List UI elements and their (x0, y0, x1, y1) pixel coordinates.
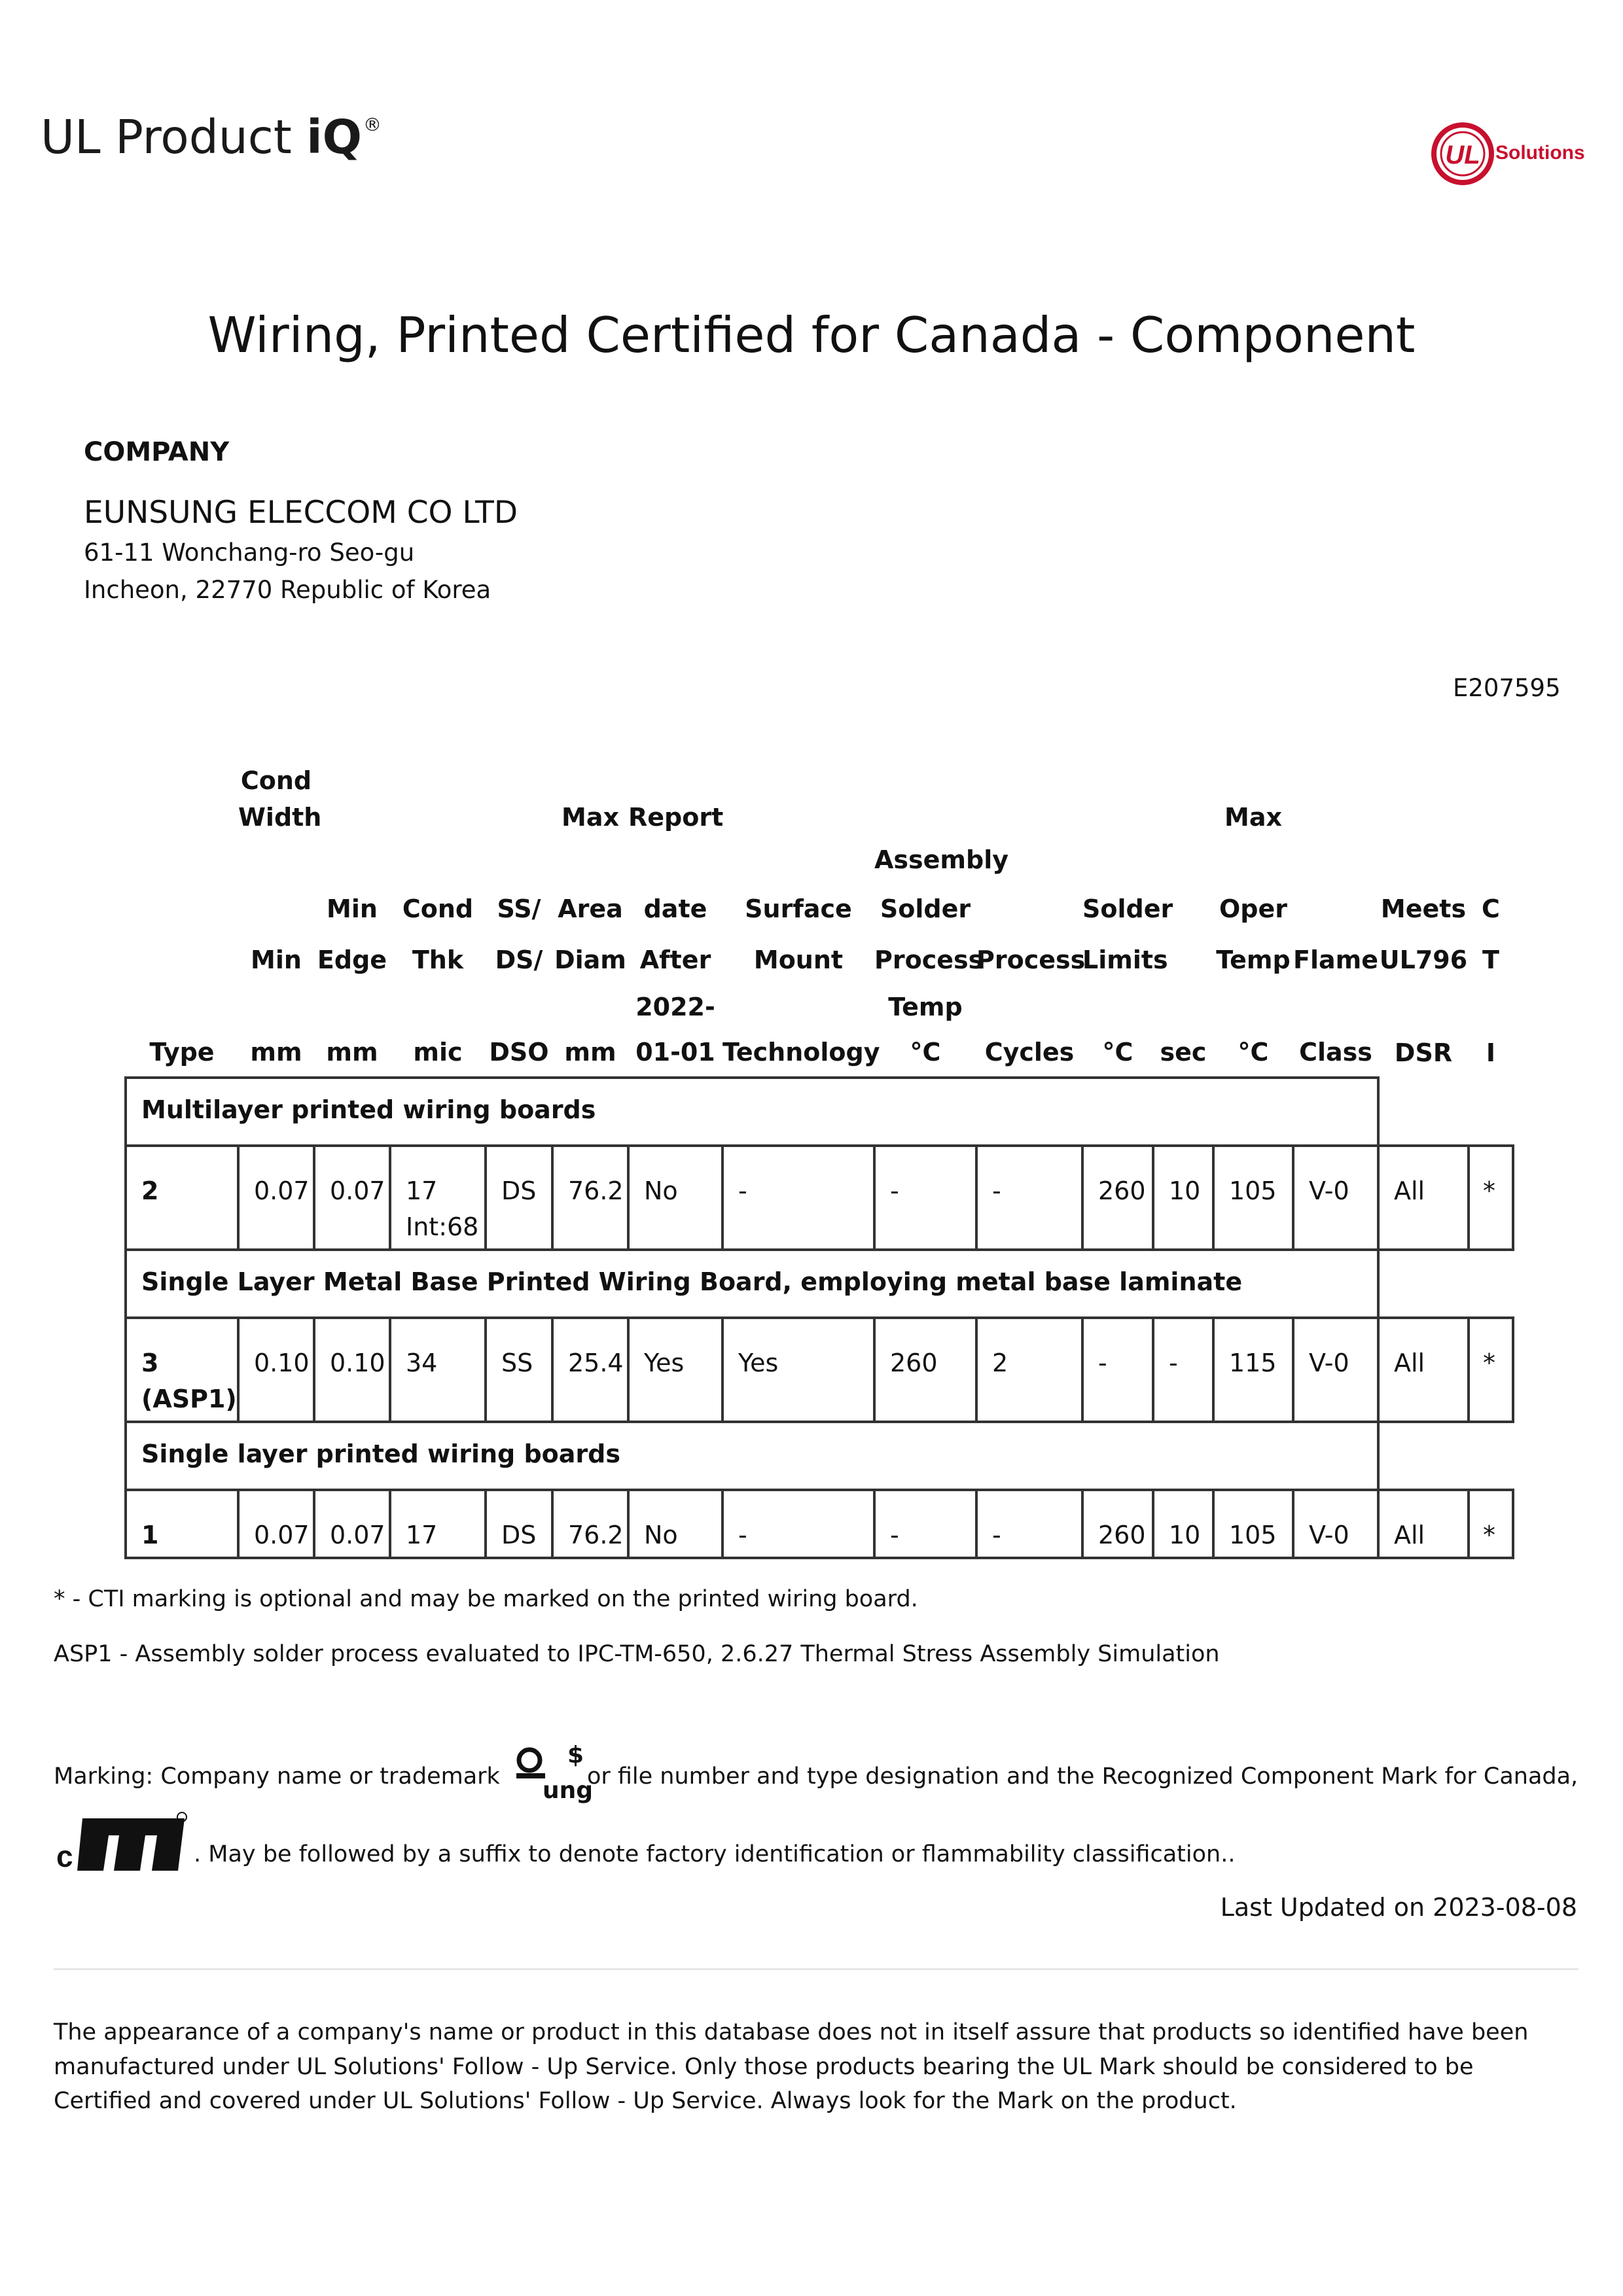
cell-min-mm (238, 1146, 314, 1250)
column-header-cell: DSR (1394, 1038, 1453, 1067)
table-row (126, 1318, 1513, 1422)
cell-value: V-0 (1309, 1349, 1349, 1377)
disclaimer: The appearance of a company's name or product in this database does not in itself assure that products so identified have been manufactured under UL Solutions' Follow - Up Service. Only those products bearing the UL Mark should be considered to be Certified and covered under UL Solutions' Follow - Up Service. Always look for the Mark on the product. (54, 2019, 1529, 2114)
column-header-cell (314, 986, 390, 1028)
column-header-cell: C (1482, 894, 1500, 923)
cell-value: 76.2 (568, 1521, 624, 1549)
column-header-cell: Surface (745, 894, 852, 923)
column-header-cell: Type (149, 1038, 215, 1067)
column-header-cell (126, 836, 238, 884)
cell-value: 10 (1169, 1521, 1201, 1549)
group-title: Multilayer printed wiring boards (126, 1078, 1378, 1146)
column-header-cell (486, 762, 552, 799)
column-header-cell (1082, 836, 1153, 884)
cell-asm-cycles (976, 1490, 1082, 1558)
column-header-cell (874, 799, 976, 836)
column-header-cell (552, 762, 628, 799)
group-row (126, 1078, 1513, 1146)
cell-asm-temp (874, 1318, 976, 1422)
column-header-cell (976, 799, 1082, 836)
cell-oper-temp (1213, 1146, 1293, 1250)
cell-min-edge-mm (314, 1146, 390, 1250)
column-header-cell (238, 986, 314, 1028)
cell-value: 0.07 (254, 1521, 310, 1549)
column-header-cell: Meets (1380, 894, 1467, 923)
table-body (126, 1078, 1513, 1558)
marking-line-1 (54, 1743, 1578, 1809)
column-header-cell (722, 799, 874, 836)
brand-suffix: iQ (306, 110, 362, 164)
column-header-cell (1378, 986, 1469, 1028)
cell-value: 0.07 (330, 1176, 385, 1205)
column-header-cell: Thk (412, 945, 464, 974)
page-title: Wiring, Printed Certified for Canada - Component (207, 306, 1416, 364)
marking-line-2 (54, 1809, 1235, 1875)
cell-value: * (1483, 1176, 1495, 1205)
column-header-cell (1378, 836, 1469, 884)
cell-smt (722, 1318, 874, 1422)
header-row (126, 799, 1513, 836)
company-address-line-2: Incheon, 22770 Republic of Korea (84, 576, 491, 604)
cell-value: - (992, 1521, 1001, 1549)
column-header-cell (238, 884, 314, 934)
group-row (126, 1422, 1513, 1490)
cell-cti (1469, 1318, 1513, 1422)
cell-value: 260 (1098, 1521, 1146, 1549)
column-header-cell: sec (1160, 1038, 1207, 1067)
cell-area-diam (552, 1318, 628, 1422)
company-trademark-logo (510, 1742, 593, 1809)
cell-oper-temp (1213, 1318, 1293, 1422)
column-header-cell: 2022- (635, 993, 715, 1021)
column-header-cell (1469, 836, 1513, 884)
column-header-cell (1153, 836, 1213, 884)
ul-logo-letters: UL (1445, 141, 1480, 169)
column-header-cell (126, 884, 238, 934)
cell-value-line-2: (ASP1) (141, 1385, 237, 1414)
column-header-cell (1469, 762, 1513, 799)
header-row (126, 934, 1513, 986)
column-header-cell (722, 986, 874, 1028)
cell-value-line-2: Int:68 (406, 1212, 479, 1242)
column-header-cell: Mount (753, 945, 844, 974)
column-header-cell: Class (1299, 1038, 1372, 1067)
column-header-cell: mm (250, 1038, 302, 1067)
cell-value: 260 (1098, 1176, 1146, 1205)
certification-table (124, 762, 1514, 1559)
cell-value: - (1169, 1349, 1178, 1377)
group-spacer (1378, 1422, 1513, 1490)
cell-value: 0.07 (330, 1521, 385, 1549)
column-header-cell: I (1486, 1038, 1496, 1067)
column-header-cell: DSO (489, 1038, 549, 1067)
column-header-cell: Min (327, 894, 378, 923)
cell-value: 0.10 (330, 1349, 385, 1377)
cell-report-after (628, 1490, 722, 1558)
column-header-cell (552, 836, 628, 884)
cell-cti (1469, 1146, 1513, 1250)
column-header-cell: Cycles (984, 1038, 1075, 1067)
table-row (126, 1146, 1513, 1250)
column-header-cell: Min (251, 945, 302, 974)
column-header-cell: mic (413, 1038, 463, 1067)
column-header-cell: Diam (554, 945, 626, 974)
cell-value: V-0 (1309, 1176, 1349, 1205)
cell-value: - (992, 1176, 1001, 1205)
brand-prefix: UL Product (41, 110, 307, 164)
column-header-cell: Oper (1219, 894, 1288, 923)
cell-value: 25.4 (568, 1349, 624, 1377)
company-heading: COMPANY (84, 437, 230, 467)
column-header-cell (976, 884, 1082, 934)
column-header-cell (1213, 762, 1293, 799)
column-header-cell (1378, 762, 1469, 799)
cell-value: - (738, 1176, 747, 1205)
column-header-cell: Edge (317, 945, 387, 974)
column-header-cell: UL796 (1379, 945, 1468, 974)
cell-asm-cycles (976, 1318, 1082, 1422)
column-header-cell (628, 762, 722, 799)
cell-solder-sec (1153, 1146, 1213, 1250)
column-header-cell (126, 934, 238, 986)
column-header-cell (314, 762, 390, 799)
asp1-note: ASP1 - Assembly solder process evaluated to IPC-TM-650, 2.6.27 Thermal Stress Assembly Simulation (54, 1641, 1220, 1667)
column-header-cell: Max (1224, 803, 1282, 832)
column-header-cell: Width (238, 803, 322, 832)
column-header-cell (976, 986, 1082, 1028)
column-header-cell (722, 836, 874, 884)
cell-min-edge-mm (314, 1318, 390, 1422)
column-header-cell: Solder (1082, 894, 1173, 923)
cell-value: * (1483, 1521, 1495, 1549)
cell-smt (722, 1490, 874, 1558)
column-header-cell: °C (1238, 1038, 1269, 1067)
recognized-component-mark-canada (54, 1809, 191, 1875)
column-header-cell (390, 762, 486, 799)
cell-dsr (1378, 1490, 1469, 1558)
cell-value: All (1394, 1521, 1425, 1549)
cell-value: 3 (141, 1349, 159, 1377)
cell-value: 1 (141, 1521, 159, 1549)
column-header-cell (628, 836, 722, 884)
cell-min-mm (238, 1318, 314, 1422)
cell-value: 105 (1229, 1521, 1277, 1549)
cell-asm-temp (874, 1146, 976, 1250)
column-header-cell: Temp (888, 993, 963, 1021)
cell-ss-ds (486, 1146, 552, 1250)
cell-value: 10 (1169, 1176, 1201, 1205)
cell-value: 2 (141, 1176, 159, 1205)
column-header-cell: Cond (402, 894, 474, 923)
column-header-cell: SS/ (497, 894, 541, 923)
cell-solder-c (1082, 1490, 1153, 1558)
cell-value: DS (501, 1176, 537, 1205)
cell-flame (1293, 1490, 1378, 1558)
svg-text:$: $ (567, 1742, 584, 1769)
column-header-cell: mm (326, 1038, 378, 1067)
column-header-cell (1293, 986, 1378, 1028)
cell-value: DS (501, 1521, 537, 1549)
cell-solder-sec (1153, 1490, 1213, 1558)
ul-logo-wordmark: Solutions (1495, 142, 1585, 164)
column-header-cell (1153, 799, 1213, 836)
header-row (126, 762, 1513, 799)
column-header-cell (486, 836, 552, 884)
column-header-cell (126, 986, 238, 1028)
column-header-cell (1153, 986, 1213, 1028)
cell-flame (1293, 1318, 1378, 1422)
column-header-cell: mm (564, 1038, 616, 1067)
column-header-cell: Process (874, 945, 984, 974)
product-iq-logo (41, 110, 382, 164)
column-header-cell (1293, 762, 1378, 799)
column-header-cell (552, 986, 628, 1028)
column-header-cell: Solder (880, 894, 971, 923)
column-header-cell (390, 986, 486, 1028)
column-header-cell: Report (628, 803, 724, 832)
column-header-cell (722, 762, 874, 799)
column-header-cell (390, 799, 486, 836)
company-name: EUNSUNG ELECCOM CO LTD (84, 495, 518, 531)
cell-value: 76.2 (568, 1176, 624, 1205)
marking-text-after: or file number and type designation and the Recognized Component Mark for Canada, (586, 1763, 1578, 1790)
cell-value: 0.10 (254, 1349, 310, 1377)
cell-solder-c (1082, 1146, 1153, 1250)
registered-mark: ® (363, 114, 382, 135)
cell-area-diam (552, 1490, 628, 1558)
column-header-cell (1213, 986, 1293, 1028)
cell-value: - (738, 1521, 747, 1549)
cell-value: 17 (406, 1521, 438, 1549)
cell-min-edge-mm (314, 1490, 390, 1558)
cell-type (126, 1146, 238, 1250)
column-header-cell (390, 836, 486, 884)
marking-text-before: Marking: Company name or trademark (54, 1763, 507, 1790)
cell-type (126, 1318, 238, 1422)
cell-value: - (1098, 1349, 1107, 1377)
column-header-cell (1082, 799, 1153, 836)
cell-value: V-0 (1309, 1521, 1349, 1549)
cell-value: 34 (406, 1349, 438, 1377)
divider (54, 1968, 1578, 1970)
column-header-cell (1082, 986, 1153, 1028)
column-header-cell (1082, 762, 1153, 799)
column-header-cell: DS/ (495, 945, 543, 974)
column-header-cell (1469, 799, 1513, 836)
column-header-cell (314, 836, 390, 884)
cell-value: - (890, 1176, 899, 1205)
table-row (126, 1490, 1513, 1558)
column-header-cell (238, 836, 314, 884)
cell-min-mm (238, 1490, 314, 1558)
column-header-cell: 01-01 (635, 1038, 715, 1067)
column-header-cell: Area (558, 894, 623, 923)
column-header-cell: Limits (1082, 945, 1168, 974)
column-header-cell: Assembly (874, 845, 1009, 874)
column-header-cell: °C (910, 1038, 941, 1067)
cell-ss-ds (486, 1490, 552, 1558)
group-spacer (1378, 1250, 1513, 1318)
header-row (126, 884, 1513, 934)
cell-oper-temp (1213, 1490, 1293, 1558)
column-header-cell: Cond (240, 766, 312, 795)
column-header-cell (486, 986, 552, 1028)
cell-solder-c (1082, 1318, 1153, 1422)
cell-asm-cycles (976, 1146, 1082, 1250)
cell-cond-thk (390, 1490, 486, 1558)
file-number: E207595 (1453, 674, 1561, 702)
cell-value: 260 (890, 1349, 938, 1377)
group-spacer (1378, 1078, 1513, 1146)
cell-report-after (628, 1146, 722, 1250)
cell-type (126, 1490, 238, 1558)
cell-value: 17 (406, 1176, 438, 1205)
cell-value: All (1394, 1349, 1425, 1377)
column-header-cell: T (1482, 945, 1499, 974)
column-header-cell: After (639, 945, 711, 974)
cell-cti (1469, 1490, 1513, 1558)
cell-value: 0.07 (254, 1176, 310, 1205)
column-header-cell: Process (976, 945, 1086, 974)
cell-value: 105 (1229, 1176, 1277, 1205)
column-header-cell: Technology (722, 1038, 880, 1067)
cell-ss-ds (486, 1318, 552, 1422)
column-header-cell (1469, 986, 1513, 1028)
column-header-cell: Flame (1293, 945, 1378, 974)
cell-value: All (1394, 1176, 1425, 1205)
column-header-cell: Max (562, 803, 619, 832)
cell-value: 115 (1229, 1349, 1277, 1377)
cti-note: * - CTI marking is optional and may be marked on the printed wiring board. (54, 1586, 918, 1612)
column-header-cell (314, 799, 390, 836)
group-title: Single Layer Metal Base Printed Wiring Board, employing metal base laminate (126, 1250, 1378, 1318)
header-row (126, 986, 1513, 1028)
header-row (126, 836, 1513, 884)
cell-value: 2 (992, 1349, 1008, 1377)
column-header-cell (126, 762, 238, 799)
cell-dsr (1378, 1318, 1469, 1422)
column-header-cell (1293, 884, 1378, 934)
column-header-cell (1293, 799, 1378, 836)
cell-flame (1293, 1146, 1378, 1250)
header-row (126, 1028, 1513, 1078)
cell-cond-thk (390, 1318, 486, 1422)
table-header (126, 762, 1513, 1078)
cell-area-diam (552, 1146, 628, 1250)
column-header-cell (1213, 836, 1293, 884)
column-header-cell (874, 762, 976, 799)
column-header-cell (1293, 836, 1378, 884)
cell-cond-thk (390, 1146, 486, 1250)
column-header-cell: °C (1102, 1038, 1133, 1067)
cell-dsr (1378, 1146, 1469, 1250)
column-header-cell: date (643, 894, 707, 923)
column-header-cell (126, 799, 238, 836)
cell-value: - (890, 1521, 899, 1549)
last-updated: Last Updated on 2023-08-08 (1220, 1893, 1577, 1922)
cell-smt (722, 1146, 874, 1250)
column-header-cell: Temp (1216, 945, 1291, 974)
cell-asm-temp (874, 1490, 976, 1558)
svg-text:ung: ung (542, 1777, 593, 1804)
cell-solder-sec (1153, 1318, 1213, 1422)
cell-value: * (1483, 1349, 1495, 1377)
column-header-cell (1378, 799, 1469, 836)
company-address-line-1: 61-11 Wonchang-ro Seo-gu (84, 539, 415, 567)
column-header-cell (486, 799, 552, 836)
cell-value: Yes (738, 1349, 779, 1377)
cell-value: No (644, 1176, 678, 1205)
column-header-cell (976, 762, 1082, 799)
group-title: Single layer printed wiring boards (126, 1422, 1378, 1490)
cell-value: SS (501, 1349, 533, 1377)
cell-value: No (644, 1521, 678, 1549)
cell-report-after (628, 1318, 722, 1422)
svg-text:c: c (56, 1839, 73, 1873)
group-row (126, 1250, 1513, 1318)
cell-value: Yes (644, 1349, 685, 1377)
marking-text-line-2: . May be followed by a suffix to denote factory identification or flammability classification.. (194, 1841, 1236, 1867)
column-header-cell (1153, 762, 1213, 799)
